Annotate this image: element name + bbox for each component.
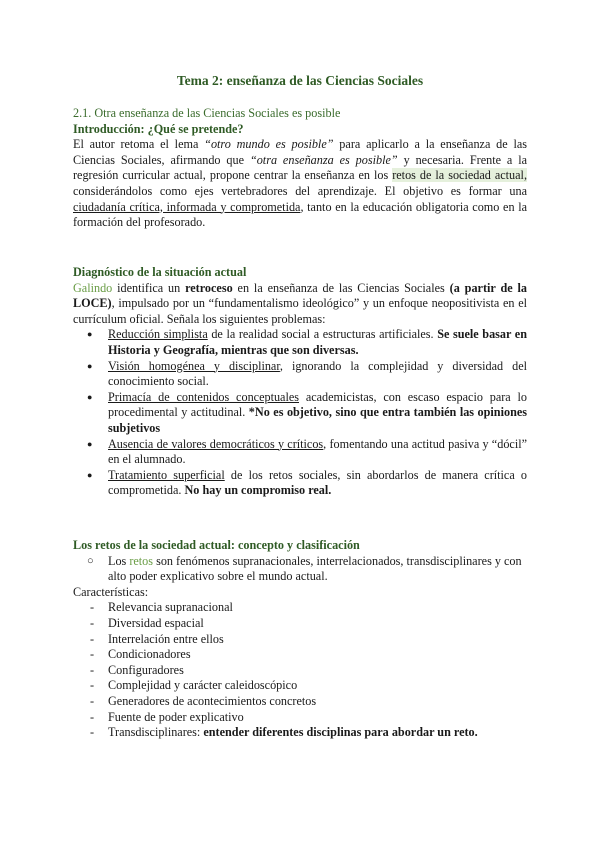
text: Los [108,553,130,568]
list-item: - Complejidad y carácter caleidoscópico [73,678,527,694]
highlighted-term: retos [129,553,154,568]
intro-section [73,106,527,231]
diagnosis-paragraph [73,281,527,328]
retos-heading: Los retos de la sociedad actual: concepto y clasificación [73,538,360,552]
quote: “otra enseñanza es posible” [249,152,398,167]
author-name: Galindo [73,280,113,295]
retos-concept-list [73,554,527,585]
diagnosis-section [73,265,527,499]
page-title: Tema 2: enseñanza de las Ciencias Sociales [176,73,424,88]
bold-text: *No es objetivo, sino que entra también las opiniones subjetivos [108,405,527,435]
text: , ignorando la complejidad y diversidad del conocimiento social. [108,358,527,389]
diagnosis-heading: Diagnóstico de la situación actual [73,265,247,279]
underlined-text: Tratamiento superficial [108,467,225,482]
bold-text: retroceso [185,280,233,295]
text: en la enseñanza de las Ciencias Sociales [232,280,450,295]
underlined-text: Ausencia de valores democráticos y críticos [108,436,324,451]
list-item [73,327,527,358]
underlined-text: Primacía de contenidos conceptuales [108,389,299,404]
text: El autor retoma el lema [73,137,205,152]
list-item: - Relevancia supranacional [73,600,527,616]
text: , fomentando una actitud pasiva y “dócil” en el alumnado. [108,436,527,467]
problems-list [73,327,527,499]
list-item [73,554,527,585]
bold-text: Se suele basar en Historia y Geografía, mientras que son diversas. [108,327,527,357]
bold-text: No hay un compromiso real. [184,483,332,498]
quote: “otro mundo es posible” [204,137,334,152]
characteristics-list [73,600,527,740]
text: de los retos sociales, sin abordarlos de manera crítica o comprometida. [108,467,528,498]
list-item [73,437,527,468]
list-item: - Condicionadores [73,647,527,663]
intro-paragraph [73,137,527,231]
subsection-title: 2.1. Otra enseñanza de las Ciencias Sociales es posible [73,106,341,120]
list-item [73,725,527,741]
list-item [73,468,527,499]
list-item: - Fuente de poder explicativo [73,710,527,726]
underlined-text: Reducción simplista [108,327,208,342]
text: de la realidad social a estructuras artificiales. [207,327,438,342]
text: identifica un [112,280,186,295]
text: son fenómenos supranacionales, interrelacionados, transdisciplinares y con alto poder explicativo sobre el mundo actual. [108,553,522,584]
text: , tanto en la educación obligatoria como en la formación del profesorado. [73,199,527,230]
list-item [73,390,527,437]
text: , impulsado por un “fundamentalismo ideológico” y un enfoque neopositivista en el currículum oficial. Señala los siguientes problemas: [73,296,527,326]
characteristics-label: Características: [73,584,149,599]
retos-section [73,538,527,741]
underlined-text: Visión homogénea y disciplinar [108,358,280,373]
list-item [73,359,527,390]
list-item: - Diversidad espacial [73,616,527,632]
intro-heading: Introducción: ¿Qué se pretende? [73,121,244,136]
text: considerándolos como ejes vertebradores del aprendizaje. El objetivo es formar una [73,183,527,198]
text: Transdisciplinares: [108,725,204,740]
text: y necesaria. Frente a la regresión curricular actual, propone centrar la enseñanza en los [73,152,528,183]
text: academicistas, con escaso espacio para lo procedimental y actitudinal. [108,389,527,420]
text: para aplicarlo a la enseñanza de las Ciencias Sociales, afirmando que [73,137,527,167]
list-item: - Generadores de acontecimientos concretos [73,694,527,710]
bold-text: (a partir de la LOCE) [73,280,527,311]
highlighted-text: retos de la sociedad actual, [392,168,527,183]
underlined-text: ciudadanía crítica, informada y comprometida [73,199,301,214]
bold-text: entender diferentes disciplinas para abordar un reto. [203,725,478,740]
list-item: - Interrelación entre ellos [73,632,527,648]
list-item: - Configuradores [73,663,527,679]
